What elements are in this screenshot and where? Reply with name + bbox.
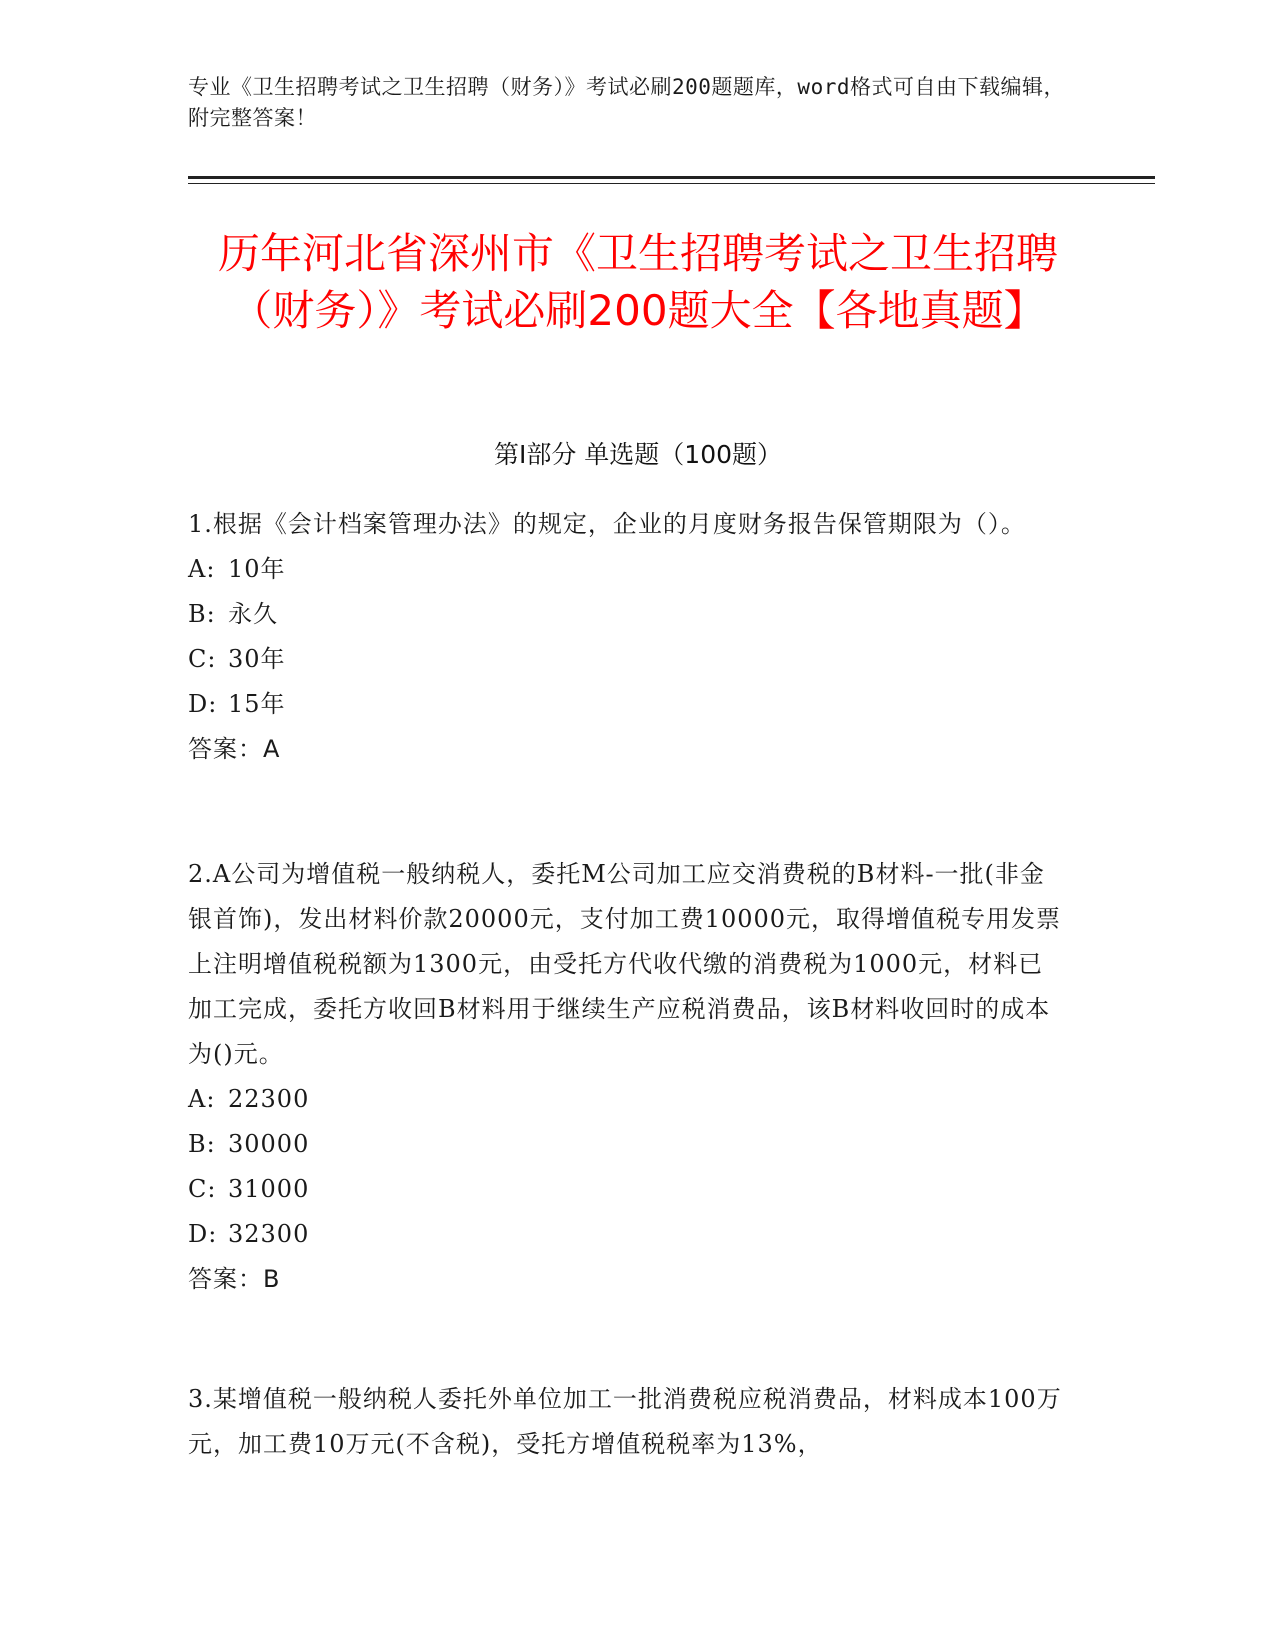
option-text: 31000 xyxy=(228,1175,310,1203)
option-label: B: xyxy=(188,1130,216,1158)
header-note: 专业《卫生招聘考试之卫生招聘（财务）》考试必刷200题题库，word格式可自由下载编辑，附完整答案！ xyxy=(188,75,1065,130)
option-label: D: xyxy=(188,1220,218,1248)
option-d xyxy=(188,682,1068,727)
option-label: C: xyxy=(188,645,217,673)
option-label: A: xyxy=(188,555,216,583)
option-text: 22300 xyxy=(228,1085,310,1113)
option-label: D: xyxy=(188,690,218,718)
header-rule-thin xyxy=(188,183,1155,184)
header-rule-thick xyxy=(188,176,1155,179)
option-b xyxy=(188,592,1068,637)
option-text: 32300 xyxy=(228,1220,310,1248)
option-b xyxy=(188,1122,1068,1167)
question-stem: 1.根据《会计档案管理办法》的规定，企业的月度财务报告保管期限为（）。 xyxy=(188,510,1026,538)
question-stem: 3.某增值税一般纳税人委托外单位加工一批消费税应税消费品，材料成本100万元，加工费10万元(不含税)，受托方增值税税率为13%， xyxy=(188,1385,1062,1458)
option-label: B: xyxy=(188,600,216,628)
option-text: 30年 xyxy=(228,645,286,673)
answer: 答案：A xyxy=(188,735,281,763)
option-text: 30000 xyxy=(228,1130,310,1158)
option-text: 永久 xyxy=(228,600,278,628)
option-label: A: xyxy=(188,1085,216,1113)
option-c xyxy=(188,637,1068,682)
answer: 答案：B xyxy=(188,1265,281,1293)
option-text: 15年 xyxy=(228,690,286,718)
question-1 xyxy=(188,502,1068,772)
document-title: 历年河北省深州市《卫生招聘考试之卫生招聘（财务）》考试必刷200题大全【各地真题】 xyxy=(217,229,1058,335)
option-label: C: xyxy=(188,1175,217,1203)
option-text: 10年 xyxy=(228,555,286,583)
option-a xyxy=(188,1077,1068,1122)
question-3 xyxy=(188,1377,1068,1467)
question-stem: 2.A公司为增值税一般纳税人，委托M公司加工应交消费税的B材料-一批(非金银首饰)，发出材料价款20000元，支付加工费10000元，取得增值税专用发票上注明增值税税额为1300元，由受托方代收代缴的消费税为1000元，材料已加工完成，委托方收回B材料用于继续生产应税消费品，该B材料收回时的成本为()元。 xyxy=(188,860,1062,1068)
option-d xyxy=(188,1212,1068,1257)
option-a xyxy=(188,547,1068,592)
section-heading: 第Ⅰ部分 单选题（100题） xyxy=(493,440,783,469)
question-2 xyxy=(188,852,1068,1302)
option-c xyxy=(188,1167,1068,1212)
